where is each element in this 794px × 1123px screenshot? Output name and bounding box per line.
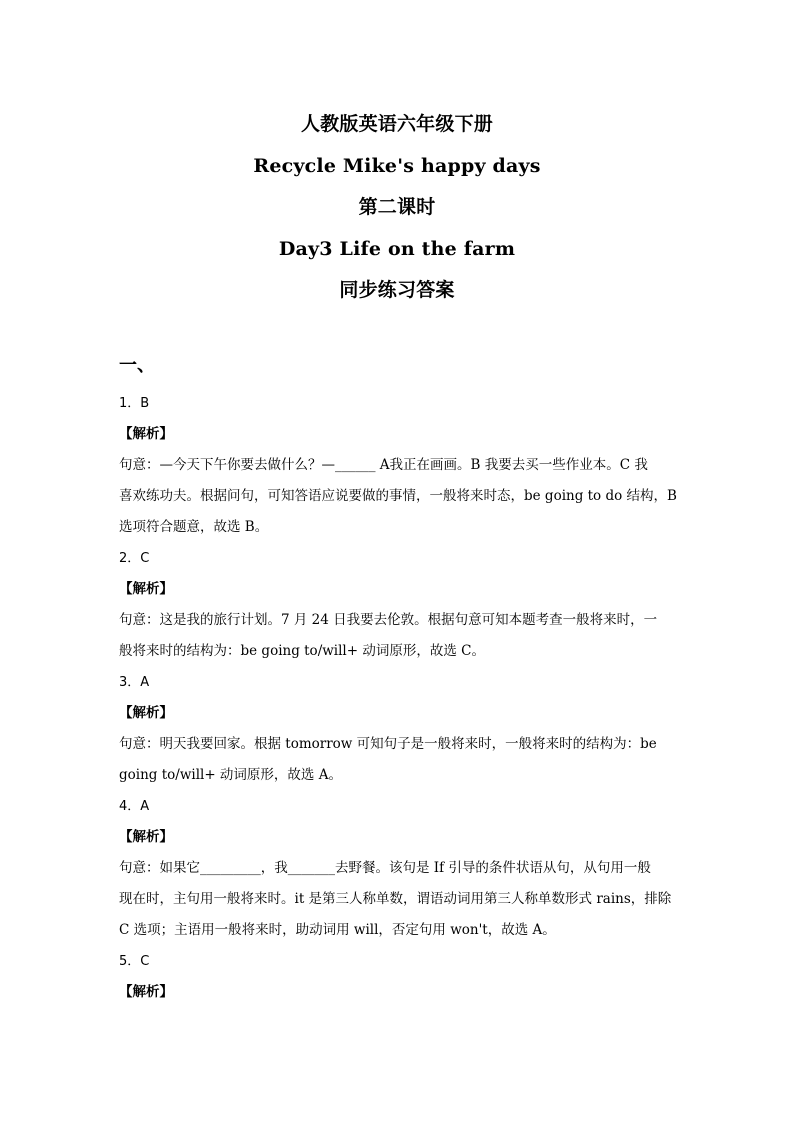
answer-number: 3．A	[119, 675, 150, 690]
analysis-text	[119, 853, 679, 946]
analysis-line: 句意：如果它_________，我_______去野餐。该句是 If 引导的条件状语从句，从句用一般	[119, 860, 651, 876]
answer-number: 2．C	[119, 551, 150, 566]
title-line-4: Day3 Life on the farm	[278, 237, 516, 260]
analysis-line: 现在时，主句用一般将来时。it 是第三人称单数，谓语动词用第三人称单数形式 rains，排除	[119, 891, 672, 907]
analysis-line: 般将来时的结构为：be going to/will+ 动词原形，故选 C。	[119, 643, 485, 659]
answer-number: 4．A	[119, 799, 150, 814]
analysis-line: 选项符合题意，故选 B。	[119, 519, 269, 535]
answer-number: 1．B	[119, 396, 150, 411]
title-block	[0, 104, 794, 312]
analysis-text	[119, 605, 679, 667]
analysis-line: C 选项；主语用一般将来时，助动词用 will，否定句用 won't，故选 A。	[119, 922, 556, 938]
analysis-line: 句意：明天我要回家。根据 tomorrow 可知句子是一般将来时，一般将来时的结构为：be	[119, 736, 657, 752]
analysis-label: 【解析】	[119, 705, 173, 721]
analysis-line: going to/will+ 动词原形，故选 A。	[119, 767, 342, 783]
analysis-text	[119, 729, 679, 791]
analysis-label: 【解析】	[119, 426, 173, 442]
analysis-line: 句意：这是我的旅行计划。7 月 24 日我要去伦敦。根据句意可知本题考查一般将来时，一	[119, 612, 658, 628]
section-heading: 一、	[119, 355, 155, 376]
analysis-line: 喜欢练功夫。根据问句，可知答语应说要做的事情，一般将来时态，be going to do 结构，B	[119, 488, 677, 504]
title-line-5: 同步练习答案	[339, 279, 455, 301]
title-line-2: Recycle Mike's happy days	[253, 154, 541, 177]
analysis-label: 【解析】	[119, 581, 173, 597]
analysis-label: 【解析】	[119, 984, 173, 1000]
analysis-line: 句意：—今天下午你要去做什么？—______ A我正在画画。B 我要去买一些作业本。C 我	[119, 457, 648, 473]
analysis-text	[119, 450, 679, 543]
title-line-3: 第二课时	[358, 196, 436, 218]
answer-content	[119, 354, 679, 1008]
answer-number: 5．C	[119, 954, 150, 969]
title-line-1: 人教版英语六年级下册	[300, 113, 493, 135]
analysis-label: 【解析】	[119, 829, 173, 845]
